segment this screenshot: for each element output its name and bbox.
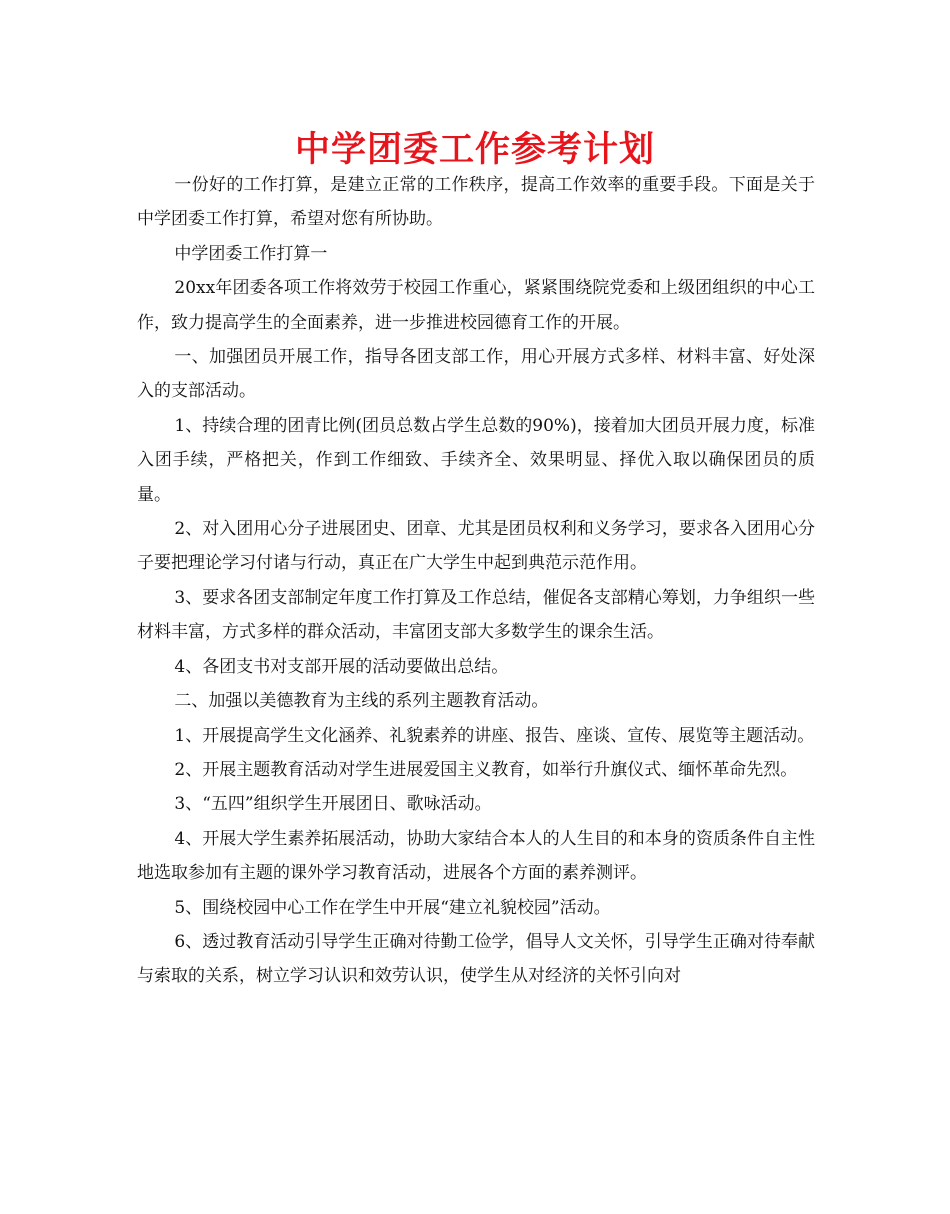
section-heading-1: 一、加强团员开展工作，指导各团支部工作，用心开展方式多样、材料丰富、好处深入的支部活动。 [137,347,815,402]
list-item-1-1: 1、持续合理的团青比例(团员总数占学生总数的90%)，接着加大团员开展力度，标准入团手续，严格把关，作到工作细致、手续齐全、效果明显、择优入取以确保团员的质量。 [137,415,815,505]
paragraph-intro: 一份好的工作打算，是建立正常的工作秩序，提高工作效率的重要手段。下面是关于中学团委工作打算，希望对您有所协助。 [137,175,815,230]
list-item-1-2: 2、对入团用心分子进展团史、团章、尤其是团员权利和义务学习，要求各入团用心分子要把理论学习付诸与行动，真正在广大学生中起到典范示范作用。 [137,519,815,574]
list-item-1-3: 3、要求各团支部制定年度工作打算及工作总结，催促各支部精心筹划，力争组织一些材料丰富，方式多样的群众活动，丰富团支部大多数学生的课余生活。 [137,587,815,643]
list-item-2-2: 2、开展主题教育活动对学生进展爱国主义教育，如举行升旗仪式、缅怀革命先烈。 [174,759,798,780]
list-item-2-1: 1、开展提高学生文化涵养、礼貌素养的讲座、报告、座谈、宣传、展览等主题活动。 [174,725,815,746]
list-item-2-4: 4、开展大学生素养拓展活动，协助大家结合本人的人生目的和本身的资质条件自主性地选取参加有主题的课外学习教育活动，进展各个方面的素养测评。 [137,828,815,884]
document-title: 中学团委工作参考计划 [294,130,655,170]
list-item-2-5: 5、围绕校园中心工作在学生中开展“建立礼貌校园”活动。 [174,897,611,918]
document-body [137,168,815,994]
section-heading-2: 二、加强以美德教育为主线的系列主题教育活动。 [174,691,549,712]
list-item-1-4: 4、各团支书对支部开展的活动要做出总结。 [174,656,509,677]
section-heading-plan-1: 中学团委工作打算一 [174,243,328,264]
paragraph-overview: 20xx年团委各项工作将效劳于校园工作重心，紧紧围绕院党委和上级团组织的中心工作，致力提高学生的全面素养，进一步推进校园德育工作的开展。 [137,278,815,333]
list-item-2-6: 6、透过教育活动引导学生正确对待勤工俭学，倡导人文关怀，引导学生正确对待奉献与索取的关系，树立学习认识和效劳认识，使学生从对经济的关怀引向对 [137,931,815,987]
list-item-2-3: 3、“五四”组织学生开展团日、歌咏活动。 [174,794,492,815]
